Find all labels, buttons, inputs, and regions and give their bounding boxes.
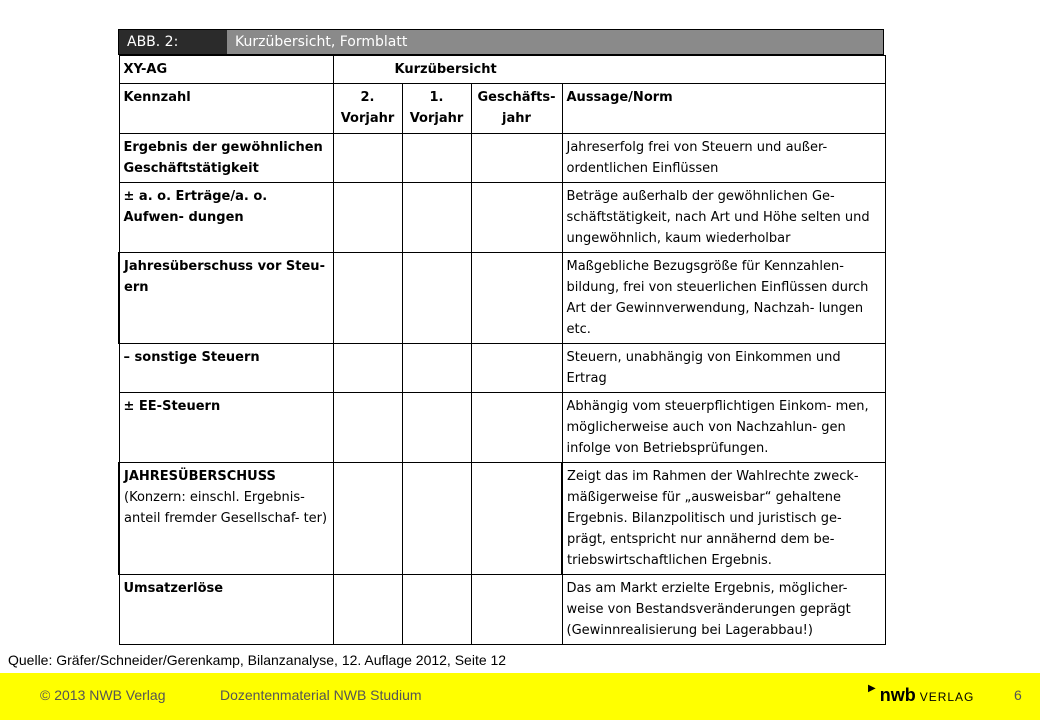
table-header-row	[119, 84, 885, 134]
source-citation: Quelle: Gräfer/Schneider/Gerenkamp, Bilanzanalyse, 12. Auflage 2012, Seite 12	[8, 652, 507, 668]
footer-bar	[0, 673, 1040, 720]
logo-verlag: VERLAG	[919, 690, 975, 704]
cell-vorjahr-2	[333, 253, 402, 344]
logo-nwb: nwb	[879, 685, 916, 705]
figure	[118, 29, 884, 638]
cell-geschaeftsjahr	[471, 253, 562, 344]
row-kennzahl: Ergebnis der gewöhnlichen Geschäftstätigkeit	[119, 134, 333, 183]
cell-vorjahr-2	[333, 344, 402, 393]
logo-arrow-icon: ▶	[868, 683, 876, 694]
cell-vorjahr-1	[402, 463, 471, 575]
row-kennzahl: ± EE-Steuern	[119, 393, 333, 463]
row-kennzahl: ± a. o. Erträge/a. o. Aufwen- dungen	[119, 183, 333, 253]
cell-vorjahr-2	[333, 575, 402, 645]
table-row	[119, 183, 885, 253]
cell-vorjahr-1	[402, 344, 471, 393]
cell-vorjahr-1	[402, 393, 471, 463]
table-row	[119, 393, 885, 463]
row-aussage: Beträge außerhalb der gewöhnlichen Ge- schäftstätigkeit, nach Art und Höhe selten und ungewöhnlich, kaum wiederholbar	[562, 183, 885, 253]
cell-geschaeftsjahr	[471, 393, 562, 463]
cell-vorjahr-1	[402, 253, 471, 344]
table-row	[119, 575, 885, 645]
table-row	[119, 253, 885, 344]
table-row	[119, 134, 885, 183]
header-vorjahr-1: 1. Vorjahr	[402, 84, 471, 134]
header-vorjahr-2: 2. Vorjahr	[333, 84, 402, 134]
cell-vorjahr-1	[402, 575, 471, 645]
header-geschaeftsjahr: Geschäfts- jahr	[471, 84, 562, 134]
header-kennzahl: Kennzahl	[119, 84, 333, 134]
summary-table	[118, 55, 886, 645]
row-aussage: Jahreserfolg frei von Steuern und außer- ordentlichen Einflüssen	[562, 134, 885, 183]
cell-geschaeftsjahr	[471, 183, 562, 253]
cell-geschaeftsjahr	[471, 463, 562, 575]
row-aussage: Steuern, unabhängig von Einkommen und Ertrag	[562, 344, 885, 393]
row-kennzahl: JAHRESÜBERSCHUSS	[124, 469, 276, 484]
cell-vorjahr-1	[402, 183, 471, 253]
row-aussage: Abhängig vom steuerpflichtigen Einkom- men, möglicherweise auch von Nachzahlun- gen infolge von Betriebsprüfungen.	[562, 393, 885, 463]
cell-geschaeftsjahr	[471, 575, 562, 645]
company-row	[119, 56, 885, 84]
row-kennzahl-cell	[119, 463, 333, 575]
page-number: 6	[1014, 687, 1022, 703]
table-row	[119, 463, 885, 575]
cell-geschaeftsjahr	[471, 344, 562, 393]
row-kennzahl: Umsatzerlöse	[119, 575, 333, 645]
row-aussage: Zeigt das im Rahmen der Wahlrechte zweck- mäßigerweise für „ausweisbar“ gehaltene Ergebnis. Bilanzpolitisch und juristisch ge- prägt, entspricht nur annähernd dem be- triebswirtschaftlichen Ergebnis.	[562, 463, 885, 575]
figure-title: Kurzübersicht, Formblatt	[227, 30, 883, 54]
cell-vorjahr-1	[402, 134, 471, 183]
table-subtitle: Kurzübersicht	[333, 56, 885, 84]
nwb-logo	[868, 685, 974, 706]
company-name: XY-AG	[119, 56, 333, 84]
cell-vorjahr-2	[333, 183, 402, 253]
row-aussage: Maßgebliche Bezugsgröße für Kennzahlen- bildung, frei von steuerlichen Einflüssen durch Art der Gewinnverwendung, Nachzah- lungen etc.	[562, 253, 885, 344]
row-kennzahl: Jahresüberschuss vor Steu- ern	[119, 253, 333, 344]
figure-header	[118, 29, 884, 55]
header-aussage: Aussage/Norm	[562, 84, 885, 134]
figure-label: ABB. 2:	[119, 30, 227, 54]
row-aussage: Das am Markt erzielte Ergebnis, möglicher- weise von Bestandsveränderungen geprägt (Gewinnrealisierung bei Lagerabbau!)	[562, 575, 885, 645]
course-text: Dozentenmaterial NWB Studium	[220, 687, 422, 703]
cell-vorjahr-2	[333, 463, 402, 575]
cell-geschaeftsjahr	[471, 134, 562, 183]
row-kennzahl-note: (Konzern: einschl. Ergebnis- anteil fremder Gesellschaf- ter)	[124, 490, 328, 526]
cell-vorjahr-2	[333, 134, 402, 183]
row-kennzahl: – sonstige Steuern	[119, 344, 333, 393]
cell-vorjahr-2	[333, 393, 402, 463]
table-row	[119, 344, 885, 393]
copyright-text: © 2013 NWB Verlag	[40, 687, 166, 703]
